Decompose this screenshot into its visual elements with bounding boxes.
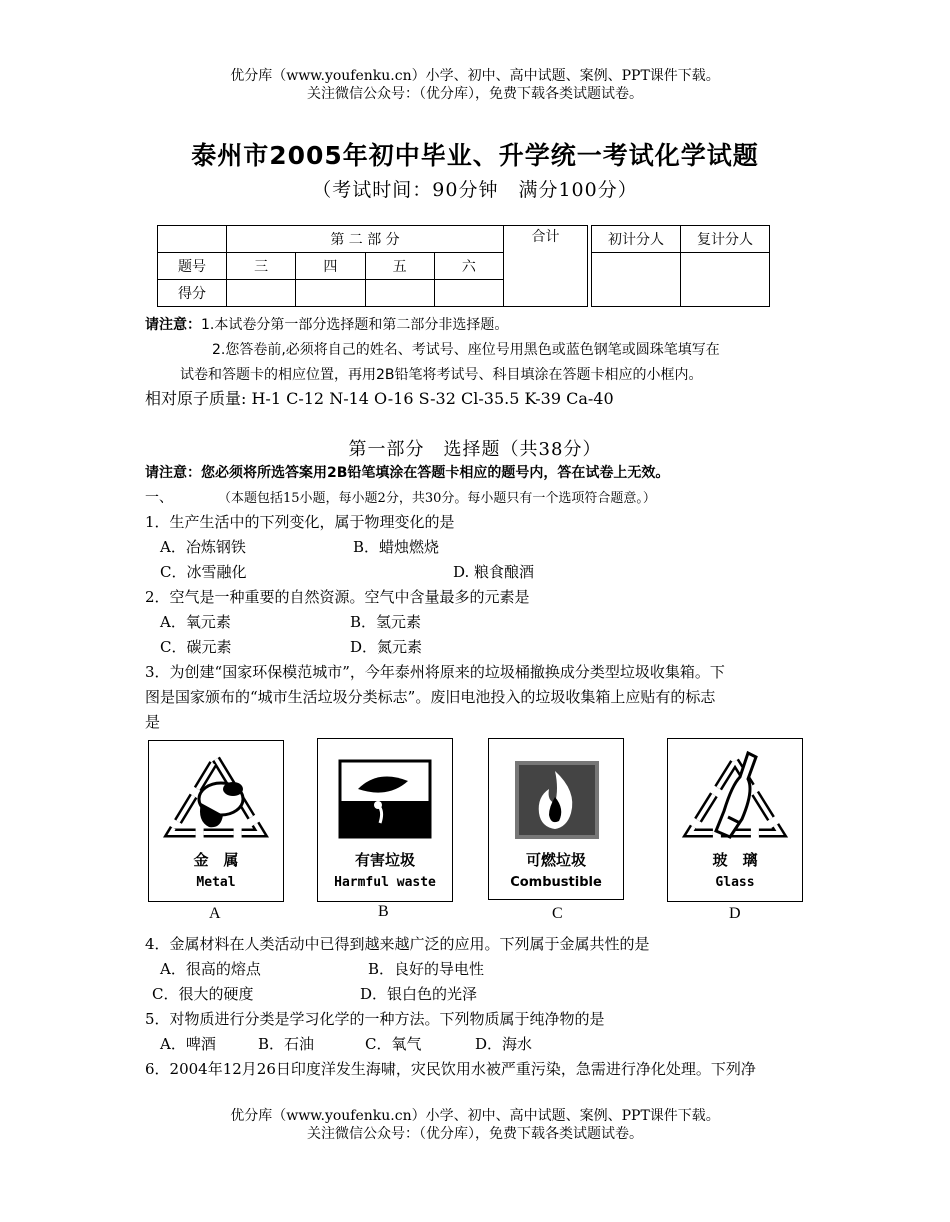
glass-bottle-recycle-icon (668, 739, 802, 849)
harmful-waste-icon (318, 739, 452, 847)
q3-stem-line-3: 是 (145, 713, 161, 731)
header-line-2: 关注微信公众号：（优分库），免费下载各类试题试卷。 (307, 86, 643, 102)
footer-line-1: 优分库（www.youfenku.cn）小学、初中、高中试题、案例、PPT课件下载。 (230, 1108, 720, 1124)
q2-stem: 2．空气是一种重要的自然资源。空气中含量最多的元素是 (145, 588, 530, 606)
notice-item-2b: 试卷和答题卡的相应位置，再用2B铅笔将考试号、科目填涂在答题卡相应的小框内。 (180, 367, 703, 383)
q1-option-c[interactable]: C．冰雪融化 (160, 563, 247, 581)
q1-option-a[interactable]: A．冶炼钢铁 (160, 538, 246, 556)
section-4: 四 (296, 253, 365, 280)
q5-option-c[interactable]: C．氧气 (365, 1035, 422, 1053)
notice-item-1: 1.本试卷分第一部分选择题和第二部分非选择题。 (201, 317, 509, 333)
sign-combustible[interactable] (488, 738, 624, 900)
part-two-header: 第 二 部 分 (227, 226, 504, 253)
row-label-question: 题号 (158, 253, 227, 280)
q3-stem-line-2: 图是国家颁布的“城市生活垃圾分类标志”。废旧电池投入的垃圾收集箱上应贴有的标志 (145, 688, 716, 706)
metal-can-recycle-icon (149, 741, 283, 851)
part-one-title: 第一部分 选择题（共38分） (348, 439, 602, 460)
notice-label: 请注意： (145, 317, 201, 333)
sign-harmful-cn: 有害垃圾 (354, 851, 415, 869)
sign-harmful-en: Harmful waste (334, 875, 436, 890)
section-one-number: 一、 (145, 490, 173, 506)
sign-metal-en: Metal (196, 875, 236, 890)
row-label-score: 得分 (158, 280, 227, 307)
score-cell-5[interactable] (365, 280, 434, 307)
sign-metal[interactable] (148, 740, 284, 902)
part-one-notice: 请注意：您必须将所选答案用2B铅笔填涂在答题卡相应的题号内，答在试卷上无效。 (145, 465, 670, 481)
score-cell-3[interactable] (227, 280, 296, 307)
sign-label-c: C (552, 905, 563, 922)
sign-combustible-cn: 可燃垃圾 (525, 851, 586, 869)
first-scorer-cell[interactable] (592, 253, 681, 307)
second-scorer-header: 复计分人 (681, 226, 770, 253)
q5-stem: 5．对物质进行分类是学习化学的一种方法。下列物质属于纯净物的是 (145, 1010, 605, 1028)
sign-glass-en: Glass (715, 875, 755, 890)
q4-stem: 4．金属材料在人类活动中已得到越来越广泛的应用。下列属于金属共性的是 (145, 935, 650, 953)
notice-block (145, 314, 508, 334)
q2-option-a[interactable]: A．氧元素 (160, 613, 231, 631)
q4-option-c[interactable]: C．很大的硬度 (152, 985, 254, 1003)
q5-option-d[interactable]: D．海水 (475, 1035, 533, 1053)
q5-option-b[interactable]: B．石油 (258, 1035, 315, 1053)
header-line-1: 优分库（www.youfenku.cn）小学、初中、高中试题、案例、PPT课件下载。 (230, 68, 720, 84)
q6-stem: 6．2004年12月26日印度洋发生海啸，灾民饮用水被严重污染，急需进行净化处理。下列净 (145, 1060, 756, 1078)
atomic-mass-line: 相对原子质量: H-1 C-12 N-14 O-16 S-32 Cl-35.5 K-39 Ca-40 (145, 389, 614, 408)
q3-stem-line-1: 3．为创建“国家环保模范城市”，今年泰州将原来的垃圾桶撤换成分类型垃圾收集箱。下 (145, 663, 725, 681)
sign-harmful[interactable] (317, 738, 453, 902)
q1-option-d[interactable]: D. 粮食酿酒 (453, 563, 535, 581)
q1-option-b[interactable]: B．蜡烛燃烧 (353, 538, 440, 556)
notice-item-2a: 2.您答卷前,必须将自己的姓名、考试号、座位号用黑色或蓝色钢笔或圆珠笔填写在 (212, 342, 720, 358)
q2-option-d[interactable]: D．氮元素 (350, 638, 423, 656)
second-scorer-cell[interactable] (681, 253, 770, 307)
page-title: 泰州市2005年初中毕业、升学统一考试化学试题 (191, 141, 759, 170)
section-one-desc: （本题包括15小题，每小题2分，共30分。每小题只有一个选项符合题意。） (218, 491, 656, 506)
sign-metal-cn: 金 属 (193, 851, 239, 869)
sign-combustible-en: Combustible (510, 875, 602, 890)
sign-label-b: B (378, 903, 389, 920)
total-header: 合计 (504, 226, 588, 307)
q2-option-b[interactable]: B．氢元素 (350, 613, 422, 631)
sign-label-d: D (729, 905, 741, 922)
q1-stem: 1．生产生活中的下列变化，属于物理变化的是 (145, 513, 455, 531)
q4-option-d[interactable]: D．银白色的光泽 (360, 985, 478, 1003)
q4-option-b[interactable]: B．良好的导电性 (368, 960, 485, 978)
footer-line-2: 关注微信公众号：（优分库），免费下载各类试题试卷。 (307, 1126, 643, 1142)
page-subtitle: （考试时间：90分钟 满分100分） (312, 179, 638, 201)
section-3: 三 (227, 253, 296, 280)
q2-option-c[interactable]: C．碳元素 (160, 638, 232, 656)
sign-glass[interactable] (667, 738, 803, 902)
score-table (157, 225, 770, 307)
q4-option-a[interactable]: A．很高的熔点 (160, 960, 261, 978)
flame-icon (489, 739, 623, 847)
sign-glass-cn: 玻 璃 (712, 851, 758, 869)
section-5: 五 (365, 253, 434, 280)
first-scorer-header: 初计分人 (592, 226, 681, 253)
q5-option-a[interactable]: A．啤酒 (160, 1035, 216, 1053)
score-cell-6[interactable] (434, 280, 503, 307)
score-cell-4[interactable] (296, 280, 365, 307)
section-6: 六 (434, 253, 503, 280)
sign-label-a: A (209, 905, 221, 922)
